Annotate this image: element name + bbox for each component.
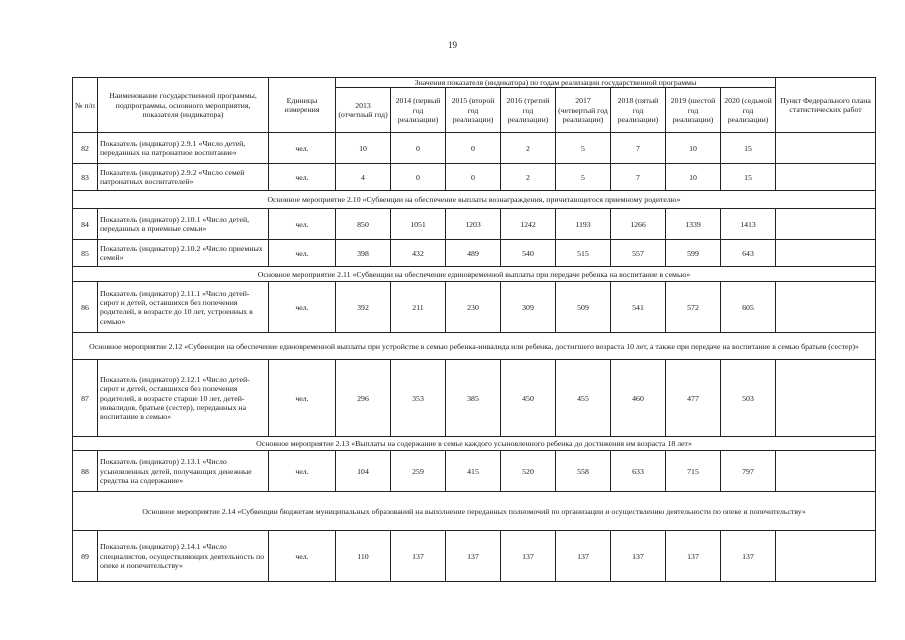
table-body [73,133,876,582]
header-year: 2019 (шестой год реализации) [666,88,721,133]
value-cell: 137 [666,531,721,582]
section-title: Основное мероприятие 2.11 «Субвенции на обеспечение единовременной выплаты при передаче ребенка на воспитание в семью» [73,267,876,282]
plan-cell [776,133,876,164]
header-name: Наименование государственной программы, подпрограммы, основного мероприятия, показателя (индикатора) [98,78,269,133]
indicator-name: Показатель (индикатор) 2.10.1 «Число детей, переданных в приемные семьи» [98,209,269,240]
value-cell: 137 [501,531,556,582]
plan-cell [776,209,876,240]
value-cell: 211 [391,282,446,333]
header-unit: Единицы измерения [269,78,336,133]
unit-cell: чел. [269,240,336,267]
value-cell: 230 [446,282,501,333]
value-cell: 1242 [501,209,556,240]
header-row [73,78,876,88]
section-row [73,267,876,282]
value-cell: 455 [556,360,611,437]
value-cell: 415 [446,451,501,492]
value-cell: 541 [611,282,666,333]
value-cell: 4 [336,164,391,191]
indicator-name: Показатель (индикатор) 2.9.1 «Число детей, переданных на патронатное воспитание» [98,133,269,164]
row-number: 83 [73,164,98,191]
table-row [73,209,876,240]
unit-cell: чел. [269,360,336,437]
value-cell: 1051 [391,209,446,240]
indicator-name: Показатель (индикатор) 2.11.1 «Число детей-сирот и детей, оставшихся без попечения родителей, в возрасте до 10 лет, устроенных в семью» [98,282,269,333]
value-cell: 558 [556,451,611,492]
table-row [73,164,876,191]
row-number: 86 [73,282,98,333]
header-year: 2018 (пятый год реализации) [611,88,666,133]
value-cell: 392 [336,282,391,333]
row-number: 88 [73,451,98,492]
value-cell: 643 [721,240,776,267]
section-title: Основное мероприятие 2.10 «Субвенции на обеспечение выплаты вознаграждения, причитающегося приемному родителю» [73,191,876,209]
value-cell: 432 [391,240,446,267]
header-year: 2013 (отчетный год) [336,88,391,133]
section-row [73,492,876,531]
value-cell: 353 [391,360,446,437]
value-cell: 715 [666,451,721,492]
unit-cell: чел. [269,451,336,492]
page-number: 19 [448,40,457,50]
value-cell: 0 [391,164,446,191]
value-cell: 797 [721,451,776,492]
value-cell: 1339 [666,209,721,240]
header-plan: Пункт Федерального плана статистических работ [776,78,876,133]
section-title: Основное мероприятие 2.12 «Субвенции на обеспечение единовременной выплаты при устройстве в семью ребенка-инвалида или ребенка, достигшего возраста 10 лет, а также при передаче на воспитание в семью братьев (сестер)» [73,333,876,360]
header-year: 2015 (второй год реализации) [446,88,501,133]
value-cell: 515 [556,240,611,267]
value-cell: 137 [446,531,501,582]
plan-cell [776,282,876,333]
value-cell: 0 [446,133,501,164]
value-cell: 296 [336,360,391,437]
value-cell: 850 [336,209,391,240]
value-cell: 137 [391,531,446,582]
table-row [73,360,876,437]
value-cell: 450 [501,360,556,437]
value-cell: 10 [666,133,721,164]
value-cell: 259 [391,451,446,492]
value-cell: 2 [501,164,556,191]
table-row [73,240,876,267]
row-number: 89 [73,531,98,582]
indicator-name: Показатель (индикатор) 2.14.1 «Число специалистов, осуществляющих деятельность по опеке и попечительству» [98,531,269,582]
value-cell: 137 [556,531,611,582]
value-cell: 1203 [446,209,501,240]
value-cell: 1193 [556,209,611,240]
plan-cell [776,240,876,267]
unit-cell: чел. [269,282,336,333]
header-year: 2016 (третий год реализации) [501,88,556,133]
value-cell: 385 [446,360,501,437]
table-row [73,451,876,492]
unit-cell: чел. [269,133,336,164]
value-cell: 1266 [611,209,666,240]
section-title: Основное мероприятие 2.14 «Субвенции бюджетам муниципальных образований на выполнение переданных полномочий по организации и осуществлению деятельности по опеке и попечительству» [73,492,876,531]
section-row [73,333,876,360]
value-cell: 1413 [721,209,776,240]
indicator-name: Показатель (индикатор) 2.13.1 «Число усыновленных детей, получающих денежные средства на содержание» [98,451,269,492]
section-row [73,191,876,209]
section-title: Основное мероприятие 2.13 «Выплаты на содержание в семье каждого усыновленного ребенка до достижения им возраста 18 лет» [73,437,876,451]
value-cell: 557 [611,240,666,267]
value-cell: 0 [391,133,446,164]
row-number: 87 [73,360,98,437]
table-row [73,133,876,164]
unit-cell: чел. [269,209,336,240]
value-cell: 104 [336,451,391,492]
table-row [73,282,876,333]
value-cell: 110 [336,531,391,582]
value-cell: 137 [721,531,776,582]
plan-cell [776,451,876,492]
header-num: № п/п [73,78,98,133]
header-year: 2020 (седьмой год реализации) [721,88,776,133]
row-number: 84 [73,209,98,240]
value-cell: 503 [721,360,776,437]
header-year: 2017 (четвертый год реализации) [556,88,611,133]
value-cell: 633 [611,451,666,492]
value-cell: 7 [611,164,666,191]
value-cell: 605 [721,282,776,333]
row-number: 82 [73,133,98,164]
value-cell: 2 [501,133,556,164]
value-cell: 137 [611,531,666,582]
plan-cell [776,360,876,437]
header-values-group: Значения показателя (индикатора) по годам реализации государственной программы [336,78,776,88]
plan-cell [776,531,876,582]
header-year: 2014 (первый год реализации) [391,88,446,133]
value-cell: 0 [446,164,501,191]
value-cell: 10 [666,164,721,191]
indicators-table [72,77,876,582]
unit-cell: чел. [269,164,336,191]
value-cell: 489 [446,240,501,267]
value-cell: 520 [501,451,556,492]
value-cell: 309 [501,282,556,333]
indicator-name: Показатель (индикатор) 2.9.2 «Число семей патронатных воспитателей» [98,164,269,191]
value-cell: 460 [611,360,666,437]
section-row [73,437,876,451]
plan-cell [776,164,876,191]
value-cell: 572 [666,282,721,333]
value-cell: 599 [666,240,721,267]
indicator-name: Показатель (индикатор) 2.10.2 «Число приемных семей» [98,240,269,267]
value-cell: 509 [556,282,611,333]
value-cell: 540 [501,240,556,267]
unit-cell: чел. [269,531,336,582]
value-cell: 15 [721,164,776,191]
value-cell: 15 [721,133,776,164]
value-cell: 10 [336,133,391,164]
indicator-name: Показатель (индикатор) 2.12.1 «Число детей-сирот и детей, оставшихся без попечения родителей, в возрасте старше 10 лет, детей-инвалидов, братьев (сестер), переданных на воспитание в семью» [98,360,269,437]
value-cell: 7 [611,133,666,164]
value-cell: 5 [556,133,611,164]
value-cell: 5 [556,164,611,191]
value-cell: 398 [336,240,391,267]
row-number: 85 [73,240,98,267]
table-row [73,531,876,582]
value-cell: 477 [666,360,721,437]
